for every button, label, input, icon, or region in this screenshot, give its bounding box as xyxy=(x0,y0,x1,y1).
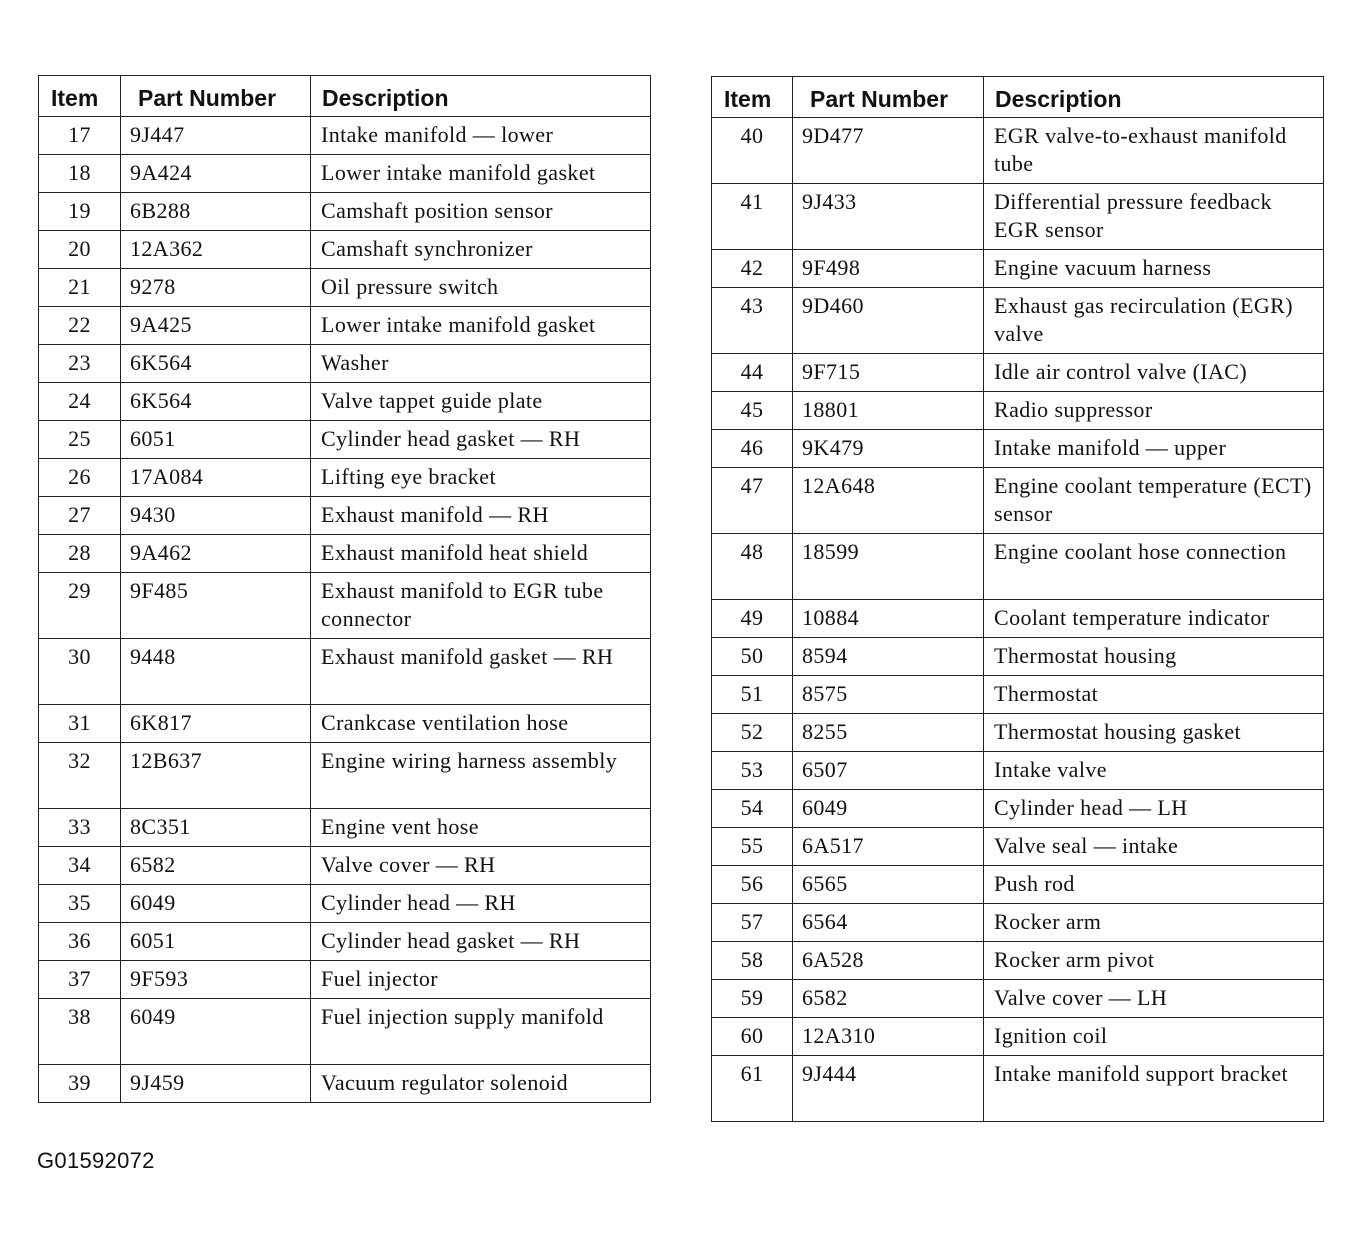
part-number-cell: 6049 xyxy=(121,999,311,1065)
part-number-cell: 10884 xyxy=(793,600,984,638)
part-number-cell: 18599 xyxy=(793,534,984,600)
item-number-cell: 54 xyxy=(712,790,793,828)
description-cell: Lifting eye bracket xyxy=(311,459,651,497)
part-number-cell: 9430 xyxy=(121,497,311,535)
table-row xyxy=(712,980,1324,1018)
description-cell: Valve tappet guide plate xyxy=(311,383,651,421)
table-row xyxy=(39,421,651,459)
item-number-cell: 27 xyxy=(39,497,121,535)
description-cell: EGR valve-to-exhaust manifold tube xyxy=(984,118,1324,184)
item-number-cell: 53 xyxy=(712,752,793,790)
description-cell: Rocker arm pivot xyxy=(984,942,1324,980)
table-row xyxy=(39,307,651,345)
table-row xyxy=(712,828,1324,866)
item-number-cell: 51 xyxy=(712,676,793,714)
table-row xyxy=(39,743,651,809)
table-row xyxy=(39,1065,651,1103)
item-number-cell: 30 xyxy=(39,639,121,705)
part-number-cell: 8255 xyxy=(793,714,984,752)
description-cell: Engine coolant temperature (ECT) sensor xyxy=(984,468,1324,534)
description-cell: Engine vent hose xyxy=(311,809,651,847)
item-number-cell: 35 xyxy=(39,885,121,923)
item-number-cell: 49 xyxy=(712,600,793,638)
item-number-cell: 26 xyxy=(39,459,121,497)
table-row xyxy=(39,639,651,705)
item-number-cell: 25 xyxy=(39,421,121,459)
description-cell: Rocker arm xyxy=(984,904,1324,942)
header-item: Item xyxy=(712,77,793,118)
item-number-cell: 43 xyxy=(712,288,793,354)
parts-table-right xyxy=(711,76,1324,1122)
part-number-cell: 12A362 xyxy=(121,231,311,269)
description-cell: Exhaust gas recirculation (EGR) valve xyxy=(984,288,1324,354)
table-row xyxy=(39,535,651,573)
table-row xyxy=(712,942,1324,980)
item-number-cell: 48 xyxy=(712,534,793,600)
item-number-cell: 52 xyxy=(712,714,793,752)
item-number-cell: 57 xyxy=(712,904,793,942)
description-cell: Thermostat housing xyxy=(984,638,1324,676)
table-row xyxy=(712,904,1324,942)
part-number-cell: 8594 xyxy=(793,638,984,676)
part-number-cell: 6B288 xyxy=(121,193,311,231)
part-number-cell: 6564 xyxy=(793,904,984,942)
header-item: Item xyxy=(39,76,121,117)
item-number-cell: 18 xyxy=(39,155,121,193)
table-row xyxy=(39,705,651,743)
item-number-cell: 19 xyxy=(39,193,121,231)
description-cell: Intake valve xyxy=(984,752,1324,790)
item-number-cell: 42 xyxy=(712,250,793,288)
part-number-cell: 9D460 xyxy=(793,288,984,354)
description-cell: Valve seal — intake xyxy=(984,828,1324,866)
table-row xyxy=(712,790,1324,828)
table-header-row xyxy=(39,76,651,117)
part-number-cell: 6582 xyxy=(793,980,984,1018)
part-number-cell: 6049 xyxy=(793,790,984,828)
header-description: Description xyxy=(311,76,651,117)
part-number-cell: 9F485 xyxy=(121,573,311,639)
table-row xyxy=(712,468,1324,534)
description-cell: Intake manifold — upper xyxy=(984,430,1324,468)
description-cell: Oil pressure switch xyxy=(311,269,651,307)
item-number-cell: 47 xyxy=(712,468,793,534)
part-number-cell: 6A528 xyxy=(793,942,984,980)
description-cell: Vacuum regulator solenoid xyxy=(311,1065,651,1103)
item-number-cell: 34 xyxy=(39,847,121,885)
item-number-cell: 32 xyxy=(39,743,121,809)
table-row xyxy=(712,676,1324,714)
part-number-cell: 9448 xyxy=(121,639,311,705)
table-row xyxy=(39,923,651,961)
description-cell: Differential pressure feedback EGR sensor xyxy=(984,184,1324,250)
item-number-cell: 39 xyxy=(39,1065,121,1103)
table-row xyxy=(39,269,651,307)
part-number-cell: 9A462 xyxy=(121,535,311,573)
item-number-cell: 61 xyxy=(712,1056,793,1122)
table-row xyxy=(712,534,1324,600)
item-number-cell: 40 xyxy=(712,118,793,184)
part-number-cell: 9278 xyxy=(121,269,311,307)
description-cell: Cylinder head gasket — RH xyxy=(311,923,651,961)
item-number-cell: 17 xyxy=(39,117,121,155)
part-number-cell: 12A648 xyxy=(793,468,984,534)
table-row xyxy=(39,885,651,923)
table-row xyxy=(712,866,1324,904)
description-cell: Exhaust manifold — RH xyxy=(311,497,651,535)
item-number-cell: 58 xyxy=(712,942,793,980)
part-number-cell: 9J459 xyxy=(121,1065,311,1103)
description-cell: Valve cover — RH xyxy=(311,847,651,885)
table-row xyxy=(39,117,651,155)
item-number-cell: 29 xyxy=(39,573,121,639)
item-number-cell: 21 xyxy=(39,269,121,307)
description-cell: Intake manifold support bracket xyxy=(984,1056,1324,1122)
item-number-cell: 33 xyxy=(39,809,121,847)
table-row xyxy=(712,430,1324,468)
description-cell: Washer xyxy=(311,345,651,383)
description-cell: Push rod xyxy=(984,866,1324,904)
item-number-cell: 56 xyxy=(712,866,793,904)
description-cell: Intake manifold — lower xyxy=(311,117,651,155)
item-number-cell: 46 xyxy=(712,430,793,468)
description-cell: Engine coolant hose connection xyxy=(984,534,1324,600)
part-number-cell: 6565 xyxy=(793,866,984,904)
part-number-cell: 6K817 xyxy=(121,705,311,743)
item-number-cell: 44 xyxy=(712,354,793,392)
table-row xyxy=(39,961,651,999)
part-number-cell: 9F498 xyxy=(793,250,984,288)
table-row xyxy=(39,497,651,535)
item-number-cell: 24 xyxy=(39,383,121,421)
part-number-cell: 9A424 xyxy=(121,155,311,193)
item-number-cell: 59 xyxy=(712,980,793,1018)
description-cell: Camshaft synchronizer xyxy=(311,231,651,269)
description-cell: Cylinder head — LH xyxy=(984,790,1324,828)
part-number-cell: 9F715 xyxy=(793,354,984,392)
item-number-cell: 41 xyxy=(712,184,793,250)
part-number-cell: 18801 xyxy=(793,392,984,430)
item-number-cell: 31 xyxy=(39,705,121,743)
table-row xyxy=(39,847,651,885)
table-row xyxy=(712,600,1324,638)
table-row xyxy=(39,459,651,497)
part-number-cell: 9J433 xyxy=(793,184,984,250)
description-cell: Cylinder head gasket — RH xyxy=(311,421,651,459)
description-cell: Engine wiring harness assembly xyxy=(311,743,651,809)
description-cell: Valve cover — LH xyxy=(984,980,1324,1018)
table-row xyxy=(39,345,651,383)
description-cell: Ignition coil xyxy=(984,1018,1324,1056)
description-cell: Lower intake manifold gasket xyxy=(311,155,651,193)
part-number-cell: 9A425 xyxy=(121,307,311,345)
part-number-cell: 6049 xyxy=(121,885,311,923)
table-header-row xyxy=(712,77,1324,118)
description-cell: Engine vacuum harness xyxy=(984,250,1324,288)
item-number-cell: 20 xyxy=(39,231,121,269)
description-cell: Idle air control valve (IAC) xyxy=(984,354,1324,392)
item-number-cell: 45 xyxy=(712,392,793,430)
header-part-number: Part Number xyxy=(121,76,311,117)
item-number-cell: 36 xyxy=(39,923,121,961)
description-cell: Thermostat housing gasket xyxy=(984,714,1324,752)
item-number-cell: 37 xyxy=(39,961,121,999)
part-number-cell: 6582 xyxy=(121,847,311,885)
item-number-cell: 55 xyxy=(712,828,793,866)
table-row xyxy=(39,383,651,421)
part-number-cell: 9D477 xyxy=(793,118,984,184)
table-row xyxy=(39,999,651,1065)
description-cell: Fuel injector xyxy=(311,961,651,999)
description-cell: Coolant temperature indicator xyxy=(984,600,1324,638)
table-row xyxy=(712,184,1324,250)
figure-id-caption: G01592072 xyxy=(37,1148,155,1173)
part-number-cell: 17A084 xyxy=(121,459,311,497)
table-row xyxy=(39,231,651,269)
description-cell: Cylinder head — RH xyxy=(311,885,651,923)
table-row xyxy=(39,809,651,847)
description-cell: Camshaft position sensor xyxy=(311,193,651,231)
table-row xyxy=(712,288,1324,354)
table-row xyxy=(39,155,651,193)
header-part-number: Part Number xyxy=(793,77,984,118)
part-number-cell: 6K564 xyxy=(121,383,311,421)
table-row xyxy=(712,1018,1324,1056)
table-row xyxy=(712,714,1324,752)
part-number-cell: 8575 xyxy=(793,676,984,714)
header-description: Description xyxy=(984,77,1324,118)
item-number-cell: 38 xyxy=(39,999,121,1065)
part-number-cell: 6051 xyxy=(121,923,311,961)
description-cell: Thermostat xyxy=(984,676,1324,714)
part-number-cell: 12B637 xyxy=(121,743,311,809)
description-cell: Lower intake manifold gasket xyxy=(311,307,651,345)
part-number-cell: 6051 xyxy=(121,421,311,459)
item-number-cell: 60 xyxy=(712,1018,793,1056)
part-number-cell: 6K564 xyxy=(121,345,311,383)
part-number-cell: 6A517 xyxy=(793,828,984,866)
item-number-cell: 22 xyxy=(39,307,121,345)
description-cell: Exhaust manifold heat shield xyxy=(311,535,651,573)
item-number-cell: 23 xyxy=(39,345,121,383)
part-number-cell: 9F593 xyxy=(121,961,311,999)
table-row xyxy=(712,354,1324,392)
item-number-cell: 28 xyxy=(39,535,121,573)
description-cell: Crankcase ventilation hose xyxy=(311,705,651,743)
part-number-cell: 6507 xyxy=(793,752,984,790)
table-row xyxy=(712,250,1324,288)
item-number-cell: 50 xyxy=(712,638,793,676)
description-cell: Radio suppressor xyxy=(984,392,1324,430)
table-row xyxy=(712,392,1324,430)
table-row xyxy=(712,638,1324,676)
description-cell: Exhaust manifold to EGR tube connector xyxy=(311,573,651,639)
table-row xyxy=(712,1056,1324,1122)
part-number-cell: 9J447 xyxy=(121,117,311,155)
part-number-cell: 9J444 xyxy=(793,1056,984,1122)
parts-table-left xyxy=(38,75,651,1103)
table-row xyxy=(39,573,651,639)
part-number-cell: 12A310 xyxy=(793,1018,984,1056)
table-row xyxy=(712,752,1324,790)
part-number-cell: 9K479 xyxy=(793,430,984,468)
description-cell: Fuel injection supply manifold xyxy=(311,999,651,1065)
part-number-cell: 8C351 xyxy=(121,809,311,847)
description-cell: Exhaust manifold gasket — RH xyxy=(311,639,651,705)
table-row xyxy=(39,193,651,231)
table-row xyxy=(712,118,1324,184)
